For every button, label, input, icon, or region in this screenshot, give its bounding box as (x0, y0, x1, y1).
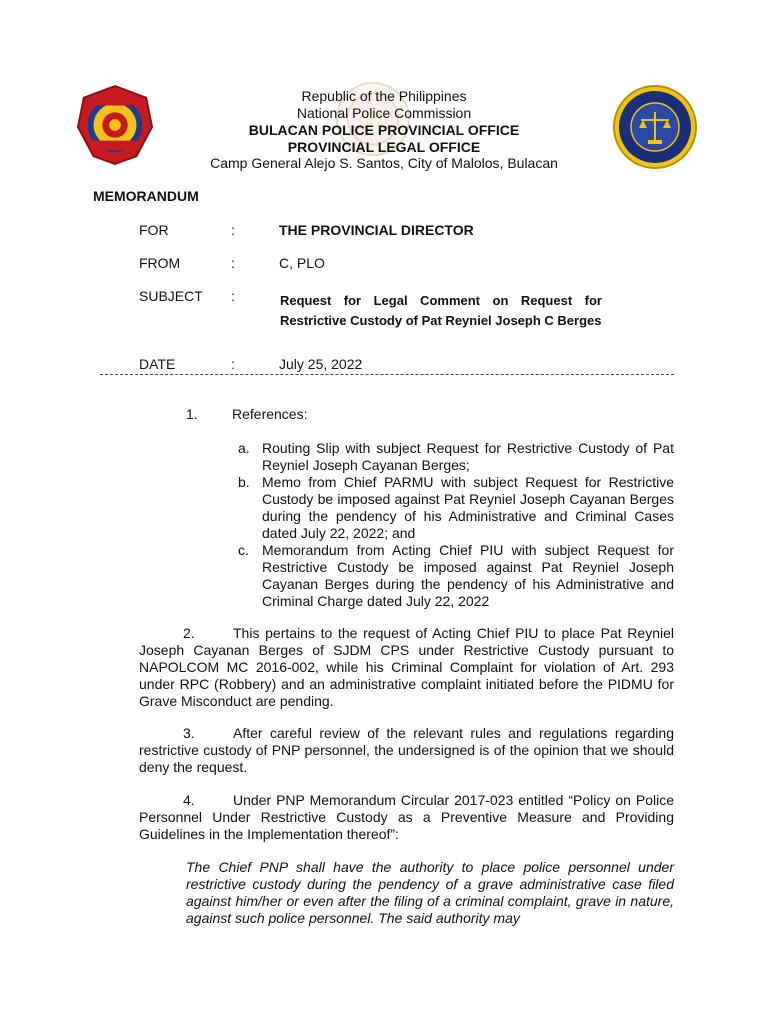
reference-text: Routing Slip with subject Request for Restrictive Custody of Pat Reyniel Joseph Cayanan Berges; (262, 440, 674, 473)
para-1-number: 1. (186, 406, 198, 422)
references-list (238, 440, 674, 610)
para-4 (139, 792, 674, 843)
reference-text: Memo from Chief PARMU with subject Request for Restrictive Custody be imposed against Pat Reyniel Joseph Cayanan Berges during the pendency of his Administrative and Criminal Cases dated July 22, 2022; and (262, 474, 674, 541)
para-4-number: 4. (183, 792, 195, 808)
separator-line (100, 374, 674, 376)
for-colon: : (231, 222, 235, 238)
para-2-number: 2. (183, 625, 195, 641)
for-label: FOR (139, 222, 169, 238)
para-4-text: Under PNP Memorandum Circular 2017-023 entitled “Policy on Police Personnel Under Restrictive Custody as a Preventive Measure and Providing Guidelines in the Implementation thereof”: (139, 792, 674, 842)
para-2 (139, 625, 674, 710)
reference-marker: a. (238, 440, 250, 456)
subject-value: Request for Legal Comment on Request for Restrictive Custody of Pat Reyniel Joseph C Berges (280, 293, 602, 328)
date-value: July 25, 2022 (279, 356, 363, 372)
date-label: DATE (139, 356, 176, 372)
header-office: BULACAN POLICE PROVINCIAL OFFICE (248, 122, 520, 138)
for-value: THE PROVINCIAL DIRECTOR (279, 222, 474, 238)
from-value: C, PLO (279, 255, 325, 271)
para-3-number: 3. (183, 725, 195, 741)
header-republic: Republic of the Philippines (301, 88, 467, 104)
para-2-text: This pertains to the request of Acting Chief PIU to place Pat Reyniel Joseph Cayanan Berges of SJDM CPS under Restrictive Custody pursuant to NAPOLCOM MC 2016-002, while his Criminal Complaint for violation of Art. 293 under RPC (Robbery) and an administrative complaint initiated before the PIDMU for Grave Misconduct are pending. (139, 625, 674, 709)
header-napolcom: National Police Commission (296, 105, 472, 121)
reference-marker: c. (238, 542, 249, 558)
memo-title: MEMORANDUM (93, 188, 199, 204)
from-label: FROM (139, 255, 181, 271)
para-3-text: After careful review of the relevant rules and regulations regarding restrictive custody of PNP personnel, the undersigned is of the opinion that we should deny the request. (139, 725, 674, 775)
quoted-policy: The Chief PNP shall have the authority to place police personnel under restrictive custody during the pendency of a grave administrative case filed against him/her or even after the filing of a criminal complaint, grave in nature, against such police personnel. The said authority may (186, 859, 674, 926)
subject-label: SUBJECT (139, 288, 203, 304)
para-3 (139, 725, 674, 776)
date-colon: : (231, 356, 235, 372)
reference-item (238, 542, 674, 610)
header-legal-office: PROVINCIAL LEGAL OFFICE (287, 139, 481, 155)
para-1-text: References: (232, 406, 308, 422)
reference-item (238, 474, 674, 542)
subject-colon: : (231, 288, 235, 304)
reference-marker: b. (238, 474, 250, 490)
header-address: Camp General Alejo S. Santos, City of Malolos, Bulacan (210, 155, 558, 171)
from-colon: : (231, 255, 235, 271)
reference-text: Memorandum from Acting Chief PIU with subject Request for Restrictive Custody be imposed against Pat Reyniel Joseph Cayanan Berges during the pendency of his Administrative and Criminal Charge dated July 22, 2022 (262, 542, 674, 609)
reference-item (238, 440, 674, 474)
